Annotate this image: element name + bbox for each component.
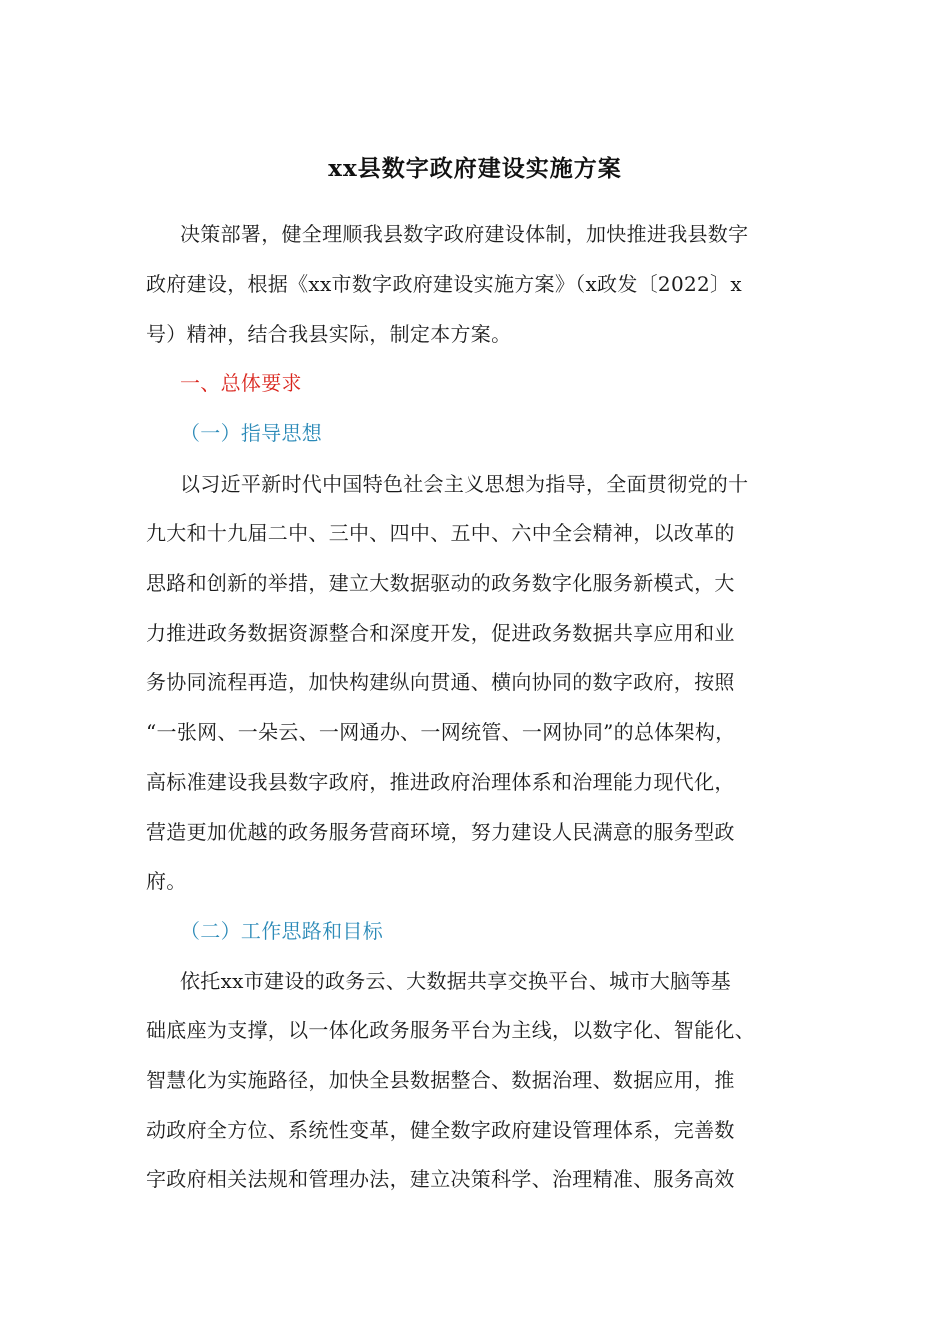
paragraph-line: 务协同流程再造，加快构建纵向贯通、横向协同的数字政府，按照 xyxy=(146,670,735,694)
paragraph-line: 府。 xyxy=(146,869,187,893)
document-title: xx县数字政府建设实施方案 xyxy=(328,155,622,182)
paragraph-line: 力推进政务数据资源整合和深度开发，促进政务数据共享应用和业 xyxy=(146,621,735,645)
subsection-heading-approach-and-goals: （二）工作思路和目标 xyxy=(180,919,383,943)
paragraph-line: 思路和创新的举措，建立大数据驱动的政务数字化服务新模式，大 xyxy=(146,571,735,595)
section-heading-overall-requirements: 一、总体要求 xyxy=(180,371,302,395)
paragraph-line: 政府建设，根据《xx市数字政府建设实施方案》（x政发〔2022〕x xyxy=(146,272,742,296)
subsection-heading-guiding-ideology: （一）指导思想 xyxy=(180,421,323,445)
paragraph-line: 号）精神，结合我县实际，制定本方案。 xyxy=(146,322,512,346)
paragraph-line: 九大和十九届二中、三中、四中、五中、六中全会精神，以改革的 xyxy=(146,521,735,545)
paragraph-line: 以习近平新时代中国特色社会主义思想为指导，全面贯彻党的十 xyxy=(180,472,749,496)
paragraph-line: 高标准建设我县数字政府，推进政府治理体系和治理能力现代化， xyxy=(146,770,735,794)
paragraph-line: 动政府全方位、系统性变革，健全数字政府建设管理体系，完善数 xyxy=(146,1118,735,1142)
paragraph-line: 决策部署，健全理顺我县数字政府建设体制，加快推进我县数字 xyxy=(180,222,749,246)
paragraph-line: 字政府相关法规和管理办法，建立决策科学、治理精准、服务高效 xyxy=(146,1167,735,1191)
paragraph-line: 营造更加优越的政务服务营商环境，努力建设人民满意的服务型政 xyxy=(146,820,735,844)
paragraph-line: 智慧化为实施路径，加快全县数据整合、数据治理、数据应用，推 xyxy=(146,1068,735,1092)
paragraph-line: 依托xx市建设的政务云、大数据共享交换平台、城市大脑等基 xyxy=(180,969,731,993)
paragraph-line: 础底座为支撑，以一体化政务服务平台为主线，以数字化、智能化、 xyxy=(146,1018,755,1042)
paragraph-line: “一张网、一朵云、一网通办、一网统管、一网协同”的总体架构， xyxy=(146,720,736,744)
